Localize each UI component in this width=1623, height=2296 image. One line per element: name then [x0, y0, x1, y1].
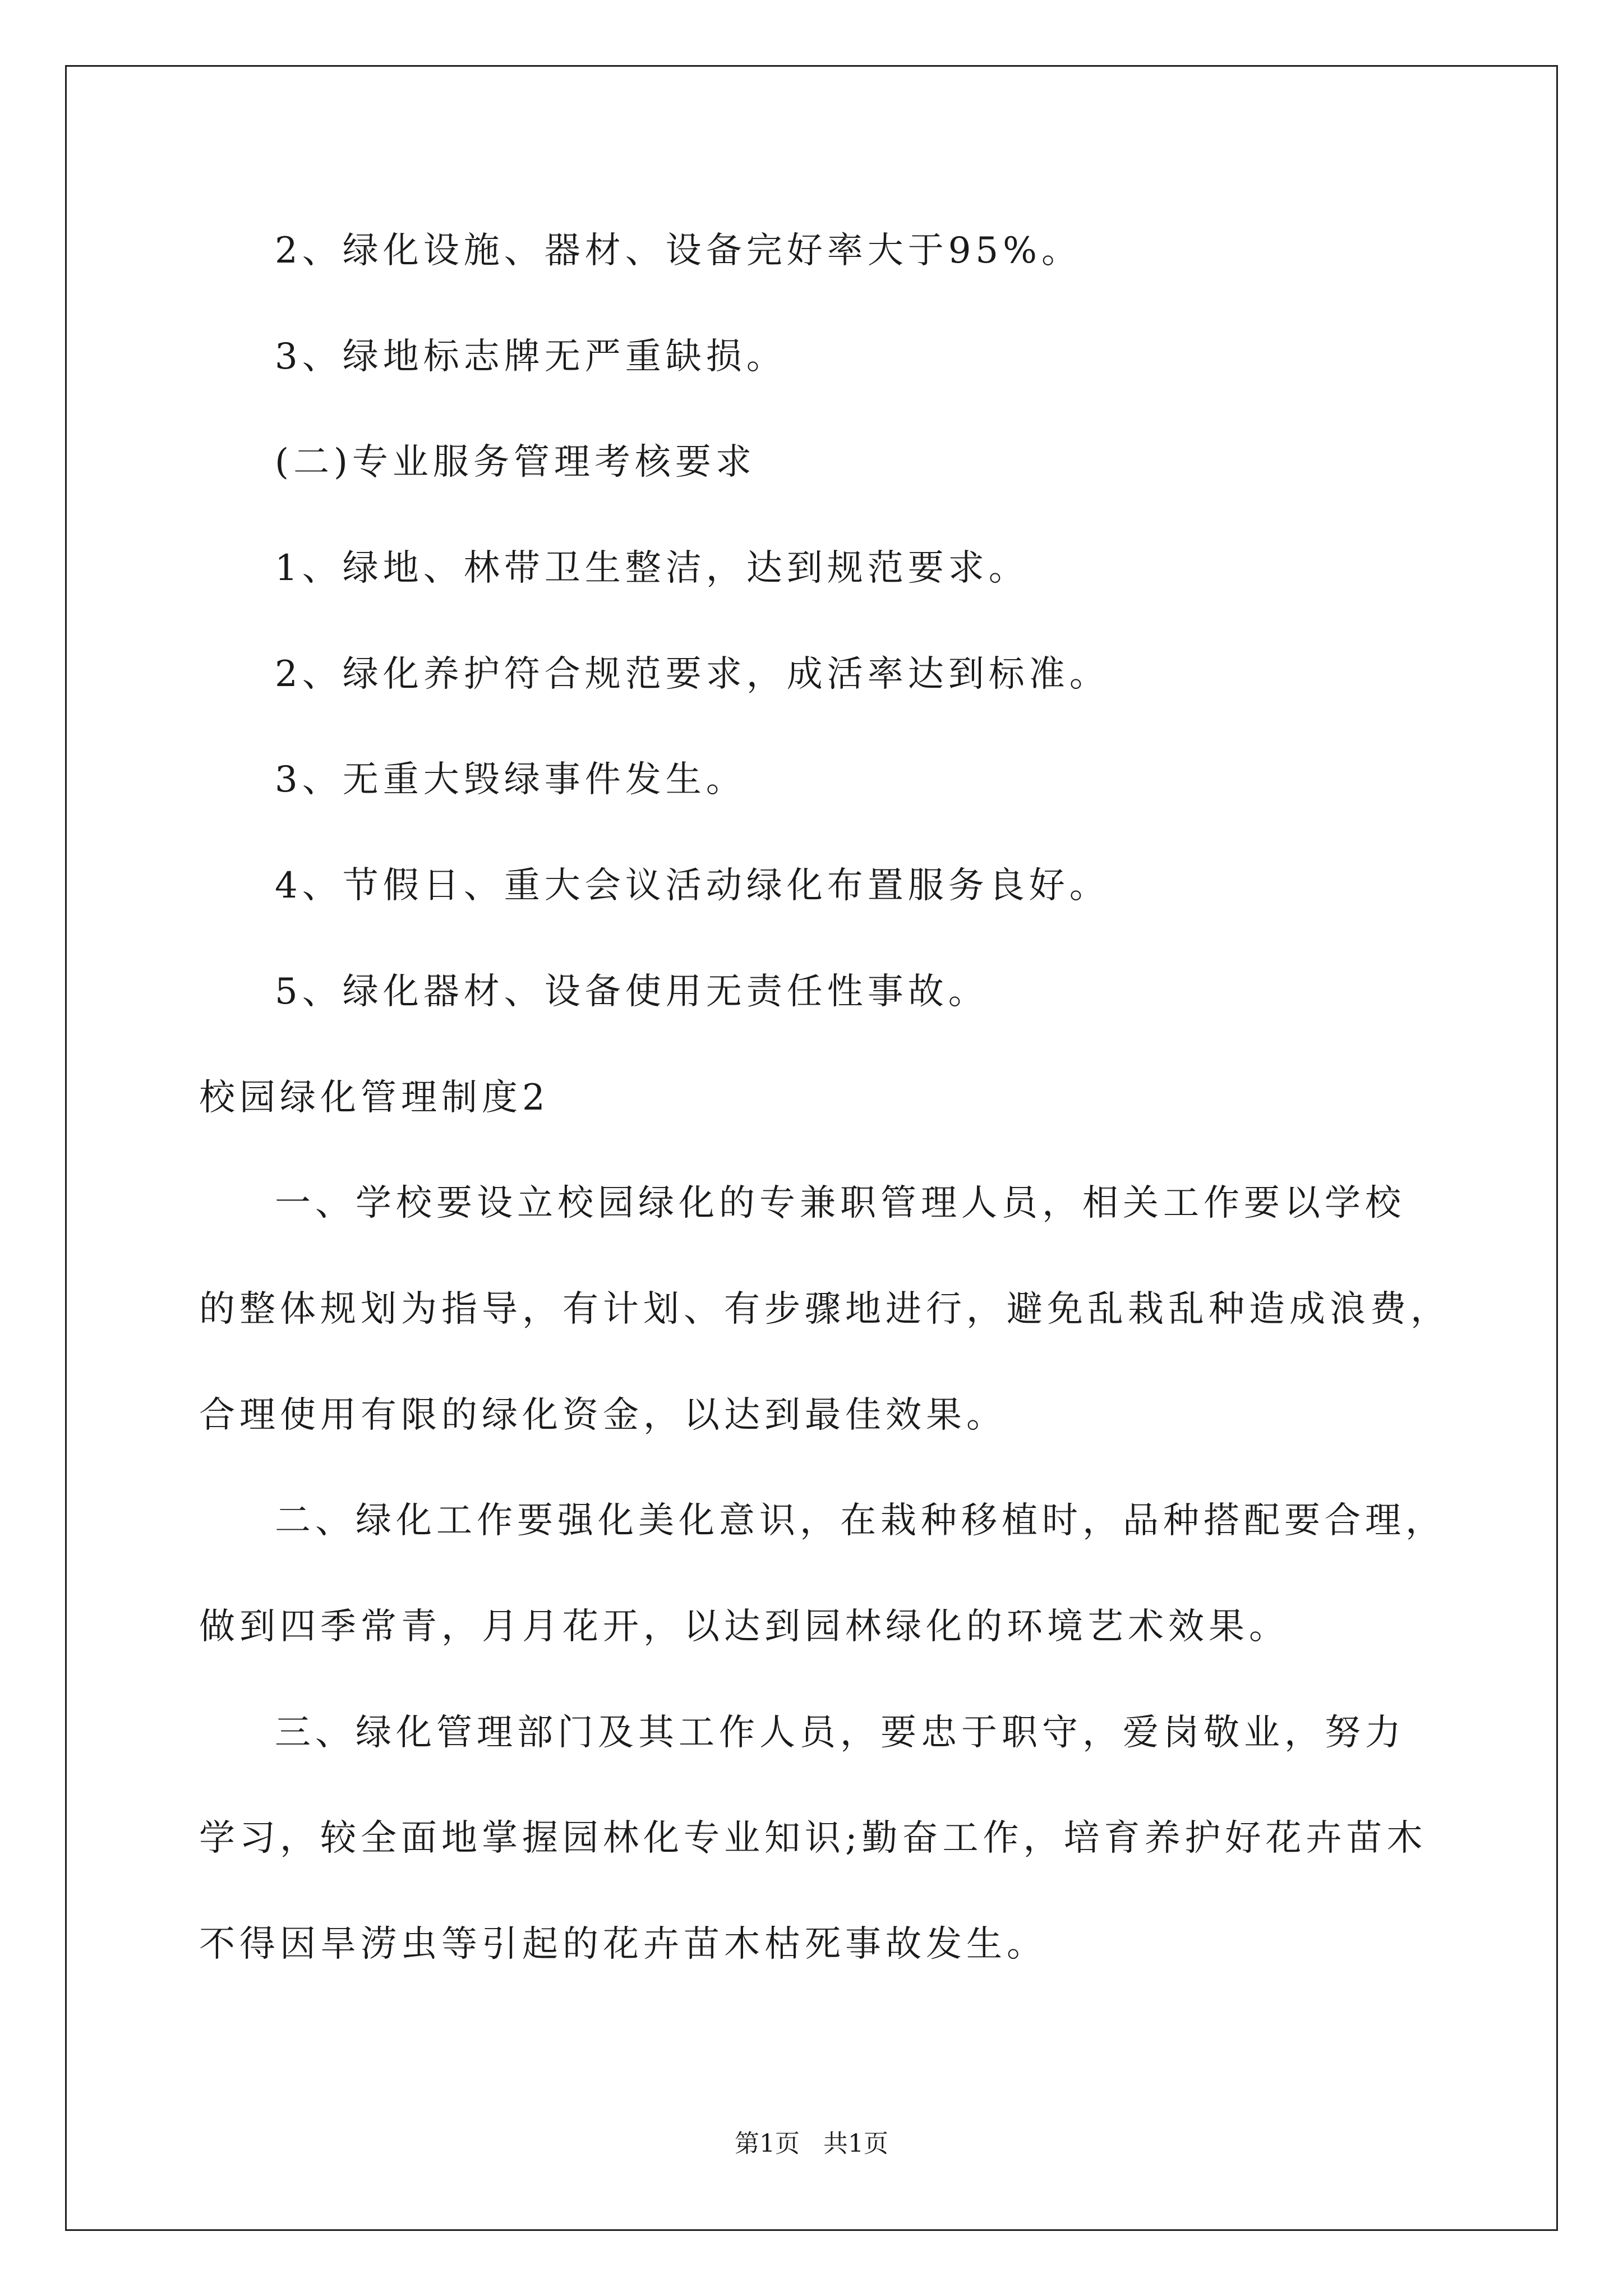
paragraph-1-line-2: 的整体规划为指导，有计划、有步骤地进行，避免乱栽乱种造成浪费，	[199, 1289, 1451, 1330]
page-number-footer: 第1页 共1页	[735, 2129, 888, 2158]
paragraph-3-line-2: 学习，较全面地掌握园林化专业知识;勤奋工作，培育养护好花卉苗木	[199, 1818, 1427, 1859]
paragraph-3-line-1: 三、绿化管理部门及其工作人员，要忠于职守，爱岗敬业，努力	[275, 1712, 1405, 1754]
paragraph-2-line-2: 做到四季常青，月月花开，以达到园林绿化的环境艺术效果。	[199, 1606, 1289, 1648]
item-4-holiday-service: 4、节假日、重大会议活动绿化布置服务良好。	[275, 865, 1110, 907]
item-3-no-damage: 3、无重大毁绿事件发生。	[275, 759, 746, 800]
paragraph-1-line-3: 合理使用有限的绿化资金，以达到最佳效果。	[199, 1395, 1007, 1436]
paragraph-2-line-1: 二、绿化工作要强化美化意识，在栽种移植时，品种搭配要合理，	[275, 1500, 1446, 1542]
paragraph-3-line-3: 不得因旱涝虫等引起的花卉苗木枯死事故发生。	[199, 1924, 1047, 1965]
item-5-equipment: 5、绿化器材、设备使用无责任性事故。	[275, 971, 989, 1013]
document-title: 校园绿化管理制度2	[199, 1077, 550, 1119]
section-heading-professional-service: (二)专业服务管理考核要求	[275, 441, 756, 483]
item-2-maintenance: 2、绿化养护符合规范要求，成活率达到标准。	[275, 654, 1110, 695]
item-3-signboard: 3、绿地标志牌无严重缺损。	[275, 336, 787, 378]
item-1-hygiene: 1、绿地、林带卫生整洁，达到规范要求。	[275, 547, 1029, 589]
paragraph-1-line-1: 一、学校要设立校园绿化的专兼职管理人员，相关工作要以学校	[275, 1182, 1405, 1224]
item-2-facilities: 2、绿化设施、器材、设备完好率大于95%。	[275, 230, 1082, 272]
page-border	[65, 65, 1558, 2231]
